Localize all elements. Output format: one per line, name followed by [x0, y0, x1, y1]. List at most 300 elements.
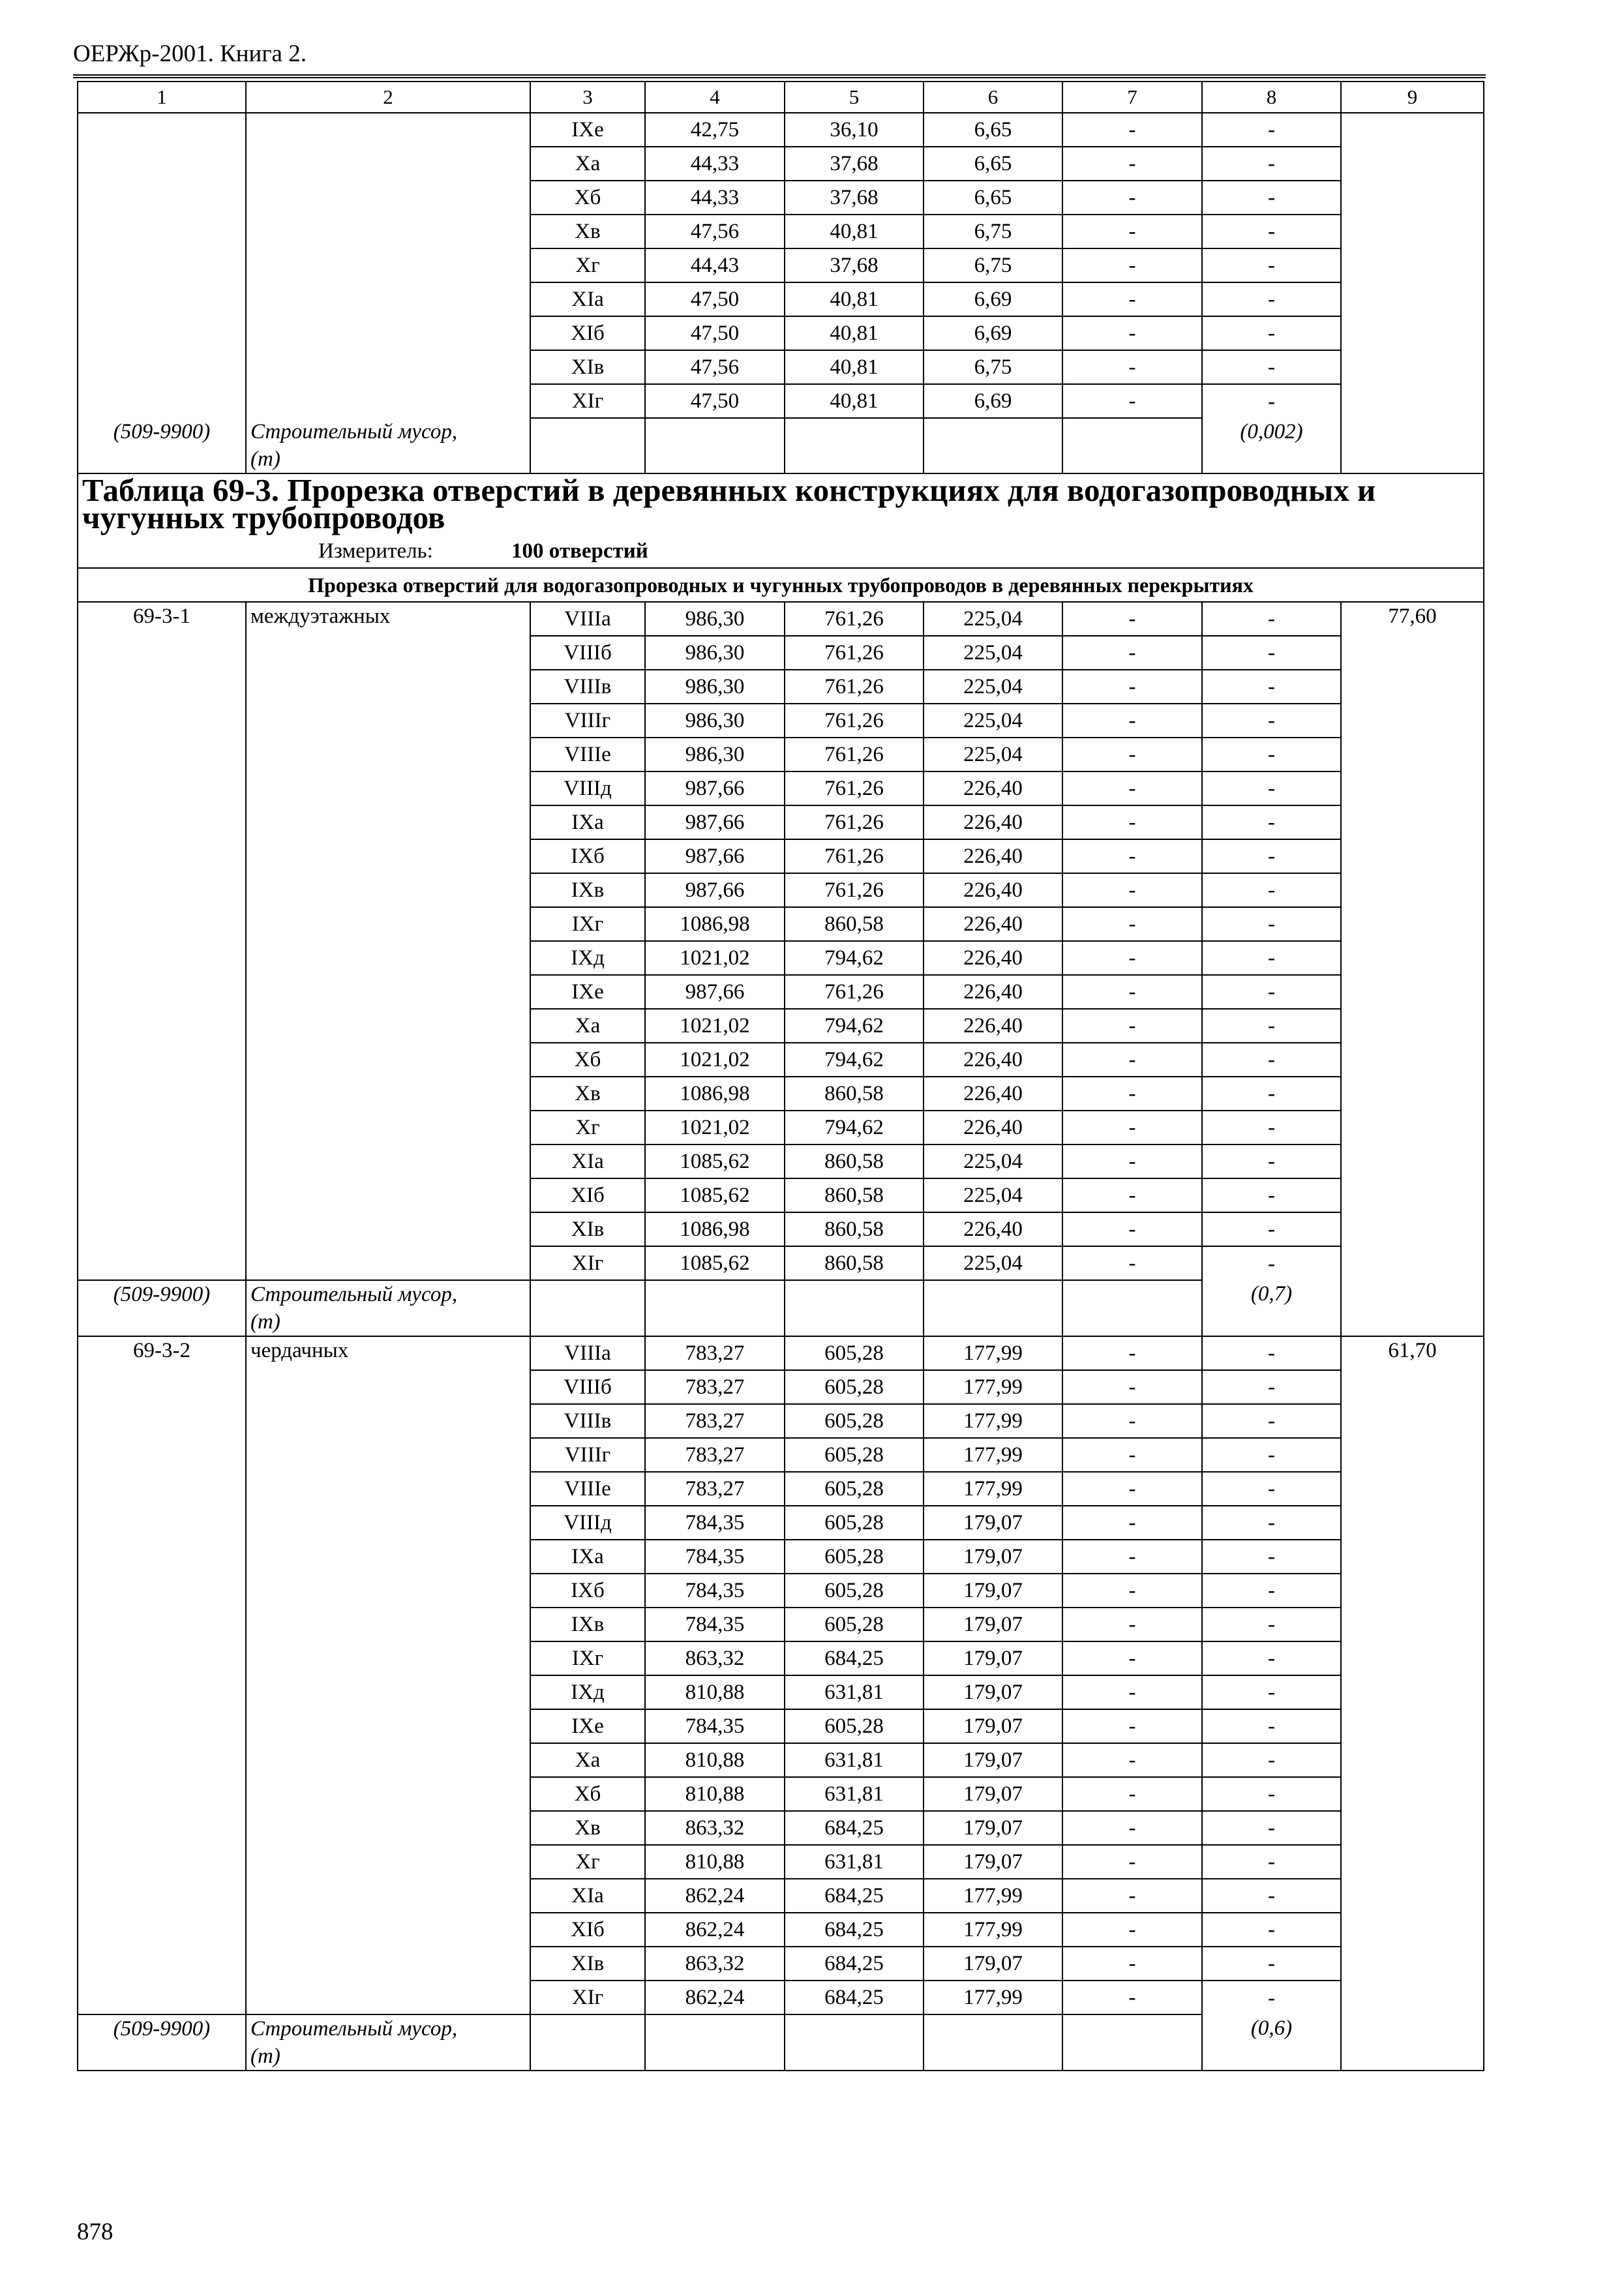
variant-cell: VIIIв [530, 670, 645, 704]
variant-cell: Xв [530, 1077, 645, 1111]
machine-cost-cell: 226,40 [924, 771, 1062, 805]
materials-cell: - [1202, 1540, 1341, 1574]
materials-cell: - [1202, 1370, 1341, 1404]
labor-cost-cell: 605,28 [785, 1709, 924, 1743]
variant-cell: IXв [530, 1608, 645, 1641]
waste-code: (509-9900) [78, 2014, 246, 2071]
machine-cost-cell: 226,40 [924, 975, 1062, 1009]
variant-cell: Xб [530, 181, 645, 215]
variant-cell: XIг [530, 384, 645, 418]
column7-cell: - [1062, 1947, 1202, 1981]
materials-cell: - [1202, 147, 1341, 181]
labor-cost-cell: 631,81 [785, 1845, 924, 1879]
labor-cost-cell: 37,68 [785, 248, 924, 282]
column7-cell: - [1062, 1111, 1202, 1144]
norm-code: 69-3-2 [78, 1336, 246, 2014]
total-cost-cell: 863,32 [645, 1811, 785, 1845]
materials-cell: - [1202, 738, 1341, 771]
labor-cost-cell: 36,10 [785, 113, 924, 147]
labor-cost-cell: 605,28 [785, 1336, 924, 1370]
total-cost-cell: 47,56 [645, 350, 785, 384]
empty-cell [645, 418, 785, 473]
empty-cell [924, 1280, 1062, 1336]
labor-cost-cell: 605,28 [785, 1506, 924, 1540]
variant-cell: VIIIд [530, 771, 645, 805]
machine-cost-cell: 6,69 [924, 316, 1062, 350]
machine-cost-cell: 179,07 [924, 1675, 1062, 1709]
machine-cost-cell: 225,04 [924, 738, 1062, 771]
labor-cost-cell: 605,28 [785, 1370, 924, 1404]
labor-hours-cell: 61,70 [1341, 1336, 1484, 2071]
column7-cell: - [1062, 602, 1202, 636]
variant-cell: Xа [530, 147, 645, 181]
total-cost-cell: 783,27 [645, 1404, 785, 1438]
materials-cell: - [1202, 1144, 1341, 1178]
column7-cell: - [1062, 1743, 1202, 1777]
column7-cell: - [1062, 636, 1202, 670]
total-cost-cell: 44,33 [645, 147, 785, 181]
labor-cost-cell: 794,62 [785, 1009, 924, 1043]
column7-cell: - [1062, 1981, 1202, 2014]
total-cost-cell: 47,50 [645, 282, 785, 316]
materials-cell: - [1202, 771, 1341, 805]
materials-cell: - [1202, 1438, 1341, 1472]
total-cost-cell: 987,66 [645, 975, 785, 1009]
section-title: Прорезка отверстий для водогазопроводных и чугунных трубопроводов в деревянных перекрытиях [78, 568, 1484, 602]
empty-cell [785, 1280, 924, 1336]
waste-row [78, 1280, 1484, 1336]
variant-cell: Xб [530, 1777, 645, 1811]
norm-code [78, 113, 246, 418]
labor-cost-cell: 605,28 [785, 1574, 924, 1608]
machine-cost-cell: 177,99 [924, 1913, 1062, 1947]
labor-cost-cell: 794,62 [785, 941, 924, 975]
materials-cell: - [1202, 1879, 1341, 1913]
machine-cost-cell: 225,04 [924, 636, 1062, 670]
waste-name [246, 1280, 530, 1336]
machine-cost-cell: 6,69 [924, 282, 1062, 316]
total-cost-cell: 986,30 [645, 704, 785, 738]
total-cost-cell: 1086,98 [645, 1077, 785, 1111]
total-cost-cell: 784,35 [645, 1574, 785, 1608]
total-cost-cell: 1021,02 [645, 941, 785, 975]
waste-unit: (т) [250, 1310, 280, 1334]
materials-cell: - [1202, 873, 1341, 907]
column7-cell: - [1062, 704, 1202, 738]
waste-name-line: Строительный мусор, [250, 2017, 458, 2041]
column7-cell: - [1062, 113, 1202, 147]
materials-cell: - [1202, 1472, 1341, 1506]
materials-cell: - [1202, 839, 1341, 873]
machine-cost-cell: 225,04 [924, 1144, 1062, 1178]
materials-cell: - [1202, 941, 1341, 975]
total-cost-cell: 987,66 [645, 839, 785, 873]
materials-cell: - [1202, 215, 1341, 248]
machine-cost-cell: 179,07 [924, 1845, 1062, 1879]
table-row [78, 602, 1484, 636]
column7-cell: - [1062, 1879, 1202, 1913]
work-name: чердачных [246, 1336, 530, 2014]
variant-cell: XIа [530, 1879, 645, 1913]
column7-cell: - [1062, 1608, 1202, 1641]
total-cost-cell: 987,66 [645, 771, 785, 805]
column7-cell: - [1062, 1144, 1202, 1178]
variant-cell: IXб [530, 1574, 645, 1608]
labor-cost-cell: 860,58 [785, 1077, 924, 1111]
total-cost-cell: 1085,62 [645, 1246, 785, 1280]
labor-cost-cell: 684,25 [785, 1641, 924, 1675]
total-cost-cell: 47,56 [645, 215, 785, 248]
variant-cell: VIIIг [530, 704, 645, 738]
labor-cost-cell: 860,58 [785, 1144, 924, 1178]
total-cost-cell: 42,75 [645, 113, 785, 147]
labor-cost-cell: 761,26 [785, 602, 924, 636]
machine-cost-cell: 226,40 [924, 1043, 1062, 1077]
column7-cell: - [1062, 839, 1202, 873]
variant-cell: Xг [530, 1845, 645, 1879]
materials-cell: - [1202, 636, 1341, 670]
column7-cell: - [1062, 1472, 1202, 1506]
column7-cell: - [1062, 907, 1202, 941]
materials-cell: - [1202, 181, 1341, 215]
labor-cost-cell: 860,58 [785, 907, 924, 941]
total-cost-cell: 863,32 [645, 1947, 785, 1981]
total-cost-cell: 810,88 [645, 1743, 785, 1777]
labor-cost-cell: 761,26 [785, 670, 924, 704]
materials-cell: - [1202, 1111, 1341, 1144]
work-name: междуэтажных [246, 602, 530, 1280]
empty-cell [1062, 1280, 1202, 1336]
total-cost-cell: 986,30 [645, 602, 785, 636]
measure-label: Измеритель: [318, 539, 433, 563]
materials-cell: - [1202, 670, 1341, 704]
variant-cell: VIIIе [530, 738, 645, 771]
labor-cost-cell: 684,25 [785, 1981, 924, 2014]
table-row [78, 113, 1484, 147]
page-number: 878 [77, 2219, 113, 2245]
materials-cell: - [1202, 1077, 1341, 1111]
column7-cell: - [1062, 873, 1202, 907]
waste-code: (509-9900) [78, 1280, 246, 1336]
labor-cost-cell: 761,26 [785, 873, 924, 907]
column7-cell: - [1062, 316, 1202, 350]
machine-cost-cell: 177,99 [924, 1370, 1062, 1404]
variant-cell: IXг [530, 1641, 645, 1675]
machine-cost-cell: 225,04 [924, 704, 1062, 738]
total-cost-cell: 986,30 [645, 636, 785, 670]
machine-cost-cell: 226,40 [924, 839, 1062, 873]
empty-cell [785, 418, 924, 473]
column7-cell: - [1062, 1845, 1202, 1879]
labor-cost-cell: 860,58 [785, 1178, 924, 1212]
column7-cell: - [1062, 1438, 1202, 1472]
column-number: 8 [1202, 82, 1341, 113]
materials-cell: - [1202, 602, 1341, 636]
machine-cost-cell: 179,07 [924, 1777, 1062, 1811]
machine-cost-cell: 6,75 [924, 215, 1062, 248]
materials-cell: - [1202, 113, 1341, 147]
waste-name-line: Строительный мусор, [250, 420, 458, 443]
machine-cost-cell: 226,40 [924, 907, 1062, 941]
labor-cost-cell: 684,25 [785, 1947, 924, 1981]
total-cost-cell: 784,35 [645, 1709, 785, 1743]
labor-cost-cell: 684,25 [785, 1913, 924, 1947]
materials-cell: - [1202, 384, 1341, 418]
total-cost-cell: 863,32 [645, 1641, 785, 1675]
total-cost-cell: 810,88 [645, 1845, 785, 1879]
norms-table-container [77, 81, 1483, 2071]
column7-cell: - [1062, 1043, 1202, 1077]
column7-cell: - [1062, 181, 1202, 215]
total-cost-cell: 784,35 [645, 1608, 785, 1641]
labor-cost-cell: 761,26 [785, 704, 924, 738]
variant-cell: IXа [530, 1540, 645, 1574]
empty-cell [1062, 418, 1202, 473]
labor-cost-cell: 631,81 [785, 1777, 924, 1811]
column7-cell: - [1062, 1370, 1202, 1404]
labor-hours-cell: 77,60 [1341, 602, 1484, 1336]
column-number: 9 [1341, 82, 1484, 113]
machine-cost-cell: 226,40 [924, 1077, 1062, 1111]
norm-code: 69-3-1 [78, 602, 246, 1280]
total-cost-cell: 1086,98 [645, 907, 785, 941]
labor-cost-cell: 605,28 [785, 1438, 924, 1472]
labor-cost-cell: 631,81 [785, 1743, 924, 1777]
total-cost-cell: 862,24 [645, 1879, 785, 1913]
labor-cost-cell: 794,62 [785, 1043, 924, 1077]
column-number: 6 [924, 82, 1062, 113]
empty-cell [924, 2014, 1062, 2071]
empty-cell [530, 1280, 645, 1336]
total-cost-cell: 862,24 [645, 1913, 785, 1947]
machine-cost-cell: 177,99 [924, 1336, 1062, 1370]
variant-cell: XIа [530, 282, 645, 316]
variant-cell: IXе [530, 975, 645, 1009]
labor-cost-cell: 40,81 [785, 215, 924, 248]
column-number: 5 [785, 82, 924, 113]
column7-cell: - [1062, 1540, 1202, 1574]
column7-cell: - [1062, 215, 1202, 248]
machine-cost-cell: 177,99 [924, 1981, 1062, 2014]
total-cost-cell: 47,50 [645, 316, 785, 350]
labor-cost-cell: 860,58 [785, 1246, 924, 1280]
labor-hours-cell [1341, 113, 1484, 473]
total-cost-cell: 783,27 [645, 1370, 785, 1404]
machine-cost-cell: 179,07 [924, 1811, 1062, 1845]
total-cost-cell: 783,27 [645, 1336, 785, 1370]
column7-cell: - [1062, 1574, 1202, 1608]
materials-cell: - [1202, 1743, 1341, 1777]
empty-cell [645, 2014, 785, 2071]
machine-cost-cell: 177,99 [924, 1879, 1062, 1913]
machine-cost-cell: 179,07 [924, 1608, 1062, 1641]
materials-cell: - [1202, 1212, 1341, 1246]
machine-cost-cell: 226,40 [924, 941, 1062, 975]
total-cost-cell: 1086,98 [645, 1212, 785, 1246]
total-cost-cell: 987,66 [645, 873, 785, 907]
table-row [78, 1336, 1484, 1370]
variant-cell: XIб [530, 1913, 645, 1947]
materials-cell: - [1202, 1811, 1341, 1845]
waste-value: (0,002) [1202, 418, 1341, 473]
materials-cell: - [1202, 1641, 1341, 1675]
machine-cost-cell: 6,65 [924, 147, 1062, 181]
labor-cost-cell: 40,81 [785, 384, 924, 418]
materials-cell: - [1202, 1981, 1341, 2014]
machine-cost-cell: 225,04 [924, 1246, 1062, 1280]
waste-row [78, 418, 1484, 473]
column-number: 4 [645, 82, 785, 113]
variant-cell: Xв [530, 215, 645, 248]
labor-cost-cell: 761,26 [785, 636, 924, 670]
column-number: 7 [1062, 82, 1202, 113]
total-cost-cell: 44,43 [645, 248, 785, 282]
column7-cell: - [1062, 248, 1202, 282]
column7-cell: - [1062, 1178, 1202, 1212]
variant-cell: VIIIе [530, 1472, 645, 1506]
materials-cell: - [1202, 1574, 1341, 1608]
variant-cell: Xг [530, 248, 645, 282]
variant-cell: Xб [530, 1043, 645, 1077]
machine-cost-cell: 226,40 [924, 1212, 1062, 1246]
empty-cell [924, 418, 1062, 473]
column7-cell: - [1062, 941, 1202, 975]
empty-cell [530, 2014, 645, 2071]
waste-unit: (т) [250, 2044, 280, 2068]
column7-cell: - [1062, 670, 1202, 704]
column7-cell: - [1062, 1641, 1202, 1675]
column7-cell: - [1062, 1506, 1202, 1540]
column7-cell: - [1062, 771, 1202, 805]
materials-cell: - [1202, 316, 1341, 350]
total-cost-cell: 783,27 [645, 1438, 785, 1472]
variant-cell: VIIIд [530, 1506, 645, 1540]
variant-cell: IXа [530, 805, 645, 839]
table-title: Таблица 69-3. Прорезка отверстий в деревянных конструкциях для водогазопроводных и чугунных трубопроводов [78, 473, 1484, 534]
materials-cell: - [1202, 1178, 1341, 1212]
materials-cell: - [1202, 1709, 1341, 1743]
header-rule-double [73, 77, 1486, 78]
machine-cost-cell: 177,99 [924, 1438, 1062, 1472]
materials-cell: - [1202, 1947, 1341, 1981]
machine-cost-cell: 179,07 [924, 1947, 1062, 1981]
variant-cell: IXб [530, 839, 645, 873]
variant-cell: XIб [530, 316, 645, 350]
variant-cell: VIIIа [530, 602, 645, 636]
empty-cell [785, 2014, 924, 2071]
materials-cell: - [1202, 1246, 1341, 1280]
total-cost-cell: 784,35 [645, 1506, 785, 1540]
variant-cell: VIIIа [530, 1336, 645, 1370]
labor-cost-cell: 684,25 [785, 1879, 924, 1913]
variant-cell: IXв [530, 873, 645, 907]
labor-cost-cell: 605,28 [785, 1472, 924, 1506]
measure-cell [78, 534, 1484, 568]
machine-cost-cell: 177,99 [924, 1404, 1062, 1438]
machine-cost-cell: 6,75 [924, 350, 1062, 384]
table-title-row [78, 473, 1484, 534]
total-cost-cell: 1085,62 [645, 1144, 785, 1178]
variant-cell: Xа [530, 1743, 645, 1777]
variant-cell: Xв [530, 1811, 645, 1845]
machine-cost-cell: 179,07 [924, 1743, 1062, 1777]
total-cost-cell: 986,30 [645, 670, 785, 704]
total-cost-cell: 783,27 [645, 1472, 785, 1506]
variant-cell: IXг [530, 907, 645, 941]
materials-cell: - [1202, 1845, 1341, 1879]
variant-cell: Xг [530, 1111, 645, 1144]
column7-cell: - [1062, 738, 1202, 771]
waste-row [78, 2014, 1484, 2071]
materials-cell: - [1202, 704, 1341, 738]
machine-cost-cell: 179,07 [924, 1574, 1062, 1608]
materials-cell: - [1202, 805, 1341, 839]
waste-name [246, 2014, 530, 2071]
section-row [78, 568, 1484, 602]
waste-unit: (т) [250, 447, 280, 471]
work-name [246, 113, 530, 418]
column7-cell: - [1062, 975, 1202, 1009]
column-number: 2 [246, 82, 530, 113]
waste-value: (0,6) [1202, 2014, 1341, 2071]
waste-value: (0,7) [1202, 1280, 1341, 1336]
labor-cost-cell: 794,62 [785, 1111, 924, 1144]
total-cost-cell: 1021,02 [645, 1009, 785, 1043]
labor-cost-cell: 631,81 [785, 1675, 924, 1709]
column7-cell: - [1062, 350, 1202, 384]
machine-cost-cell: 226,40 [924, 1009, 1062, 1043]
materials-cell: - [1202, 975, 1341, 1009]
machine-cost-cell: 225,04 [924, 670, 1062, 704]
column7-cell: - [1062, 805, 1202, 839]
materials-cell: - [1202, 1608, 1341, 1641]
empty-cell [1062, 2014, 1202, 2071]
materials-cell: - [1202, 907, 1341, 941]
materials-cell: - [1202, 1506, 1341, 1540]
variant-cell: XIб [530, 1178, 645, 1212]
measure-row [78, 534, 1484, 568]
machine-cost-cell: 179,07 [924, 1506, 1062, 1540]
column7-cell: - [1062, 1009, 1202, 1043]
column-number: 3 [530, 82, 645, 113]
variant-cell: VIIIб [530, 636, 645, 670]
materials-cell: - [1202, 1777, 1341, 1811]
variant-cell: XIг [530, 1246, 645, 1280]
variant-cell: Xа [530, 1009, 645, 1043]
machine-cost-cell: 6,65 [924, 181, 1062, 215]
variant-cell: VIIIг [530, 1438, 645, 1472]
total-cost-cell: 862,24 [645, 1981, 785, 2014]
column7-cell: - [1062, 1709, 1202, 1743]
column-number-row [78, 82, 1484, 113]
total-cost-cell: 810,88 [645, 1777, 785, 1811]
variant-cell: XIв [530, 1212, 645, 1246]
machine-cost-cell: 6,75 [924, 248, 1062, 282]
total-cost-cell: 47,50 [645, 384, 785, 418]
column7-cell: - [1062, 147, 1202, 181]
waste-code: (509-9900) [78, 418, 246, 473]
labor-cost-cell: 605,28 [785, 1404, 924, 1438]
variant-cell: VIIIб [530, 1370, 645, 1404]
variant-cell: VIIIв [530, 1404, 645, 1438]
materials-cell: - [1202, 1675, 1341, 1709]
variant-cell: IXе [530, 1709, 645, 1743]
variant-cell: XIг [530, 1981, 645, 2014]
column7-cell: - [1062, 1811, 1202, 1845]
header-rule [73, 74, 1486, 76]
machine-cost-cell: 179,07 [924, 1540, 1062, 1574]
total-cost-cell: 1021,02 [645, 1111, 785, 1144]
